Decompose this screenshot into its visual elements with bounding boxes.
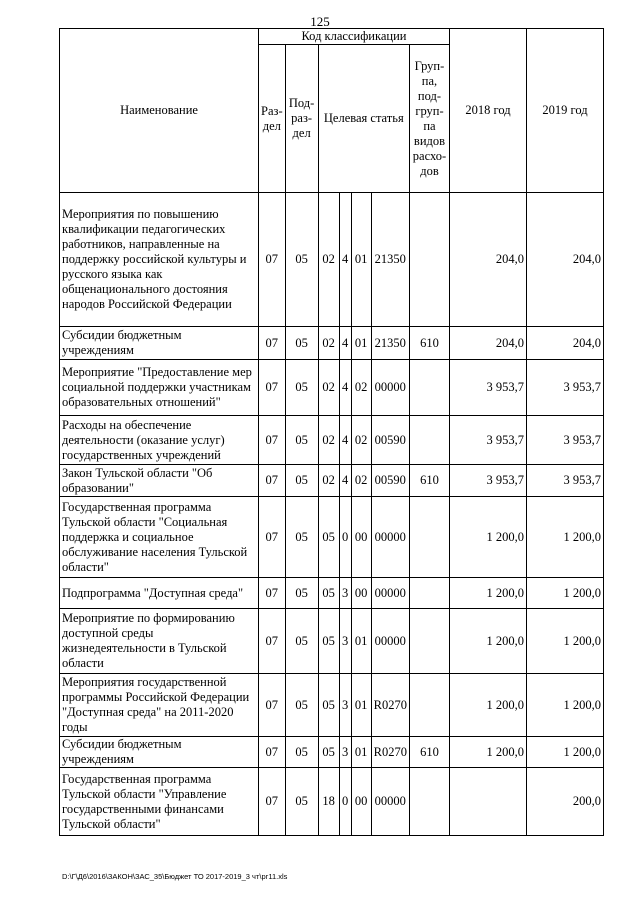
row-target-direction: 00000 — [371, 609, 409, 674]
file-path-footer: D:\Г\Д6\2016\ЗАКОН\ЗАС_35\Бюджет ТО 2017-2019_3 чт\рг11.xls — [62, 872, 288, 881]
row-target-direction: 00000 — [371, 578, 409, 609]
row-target-program: 02 — [318, 193, 339, 327]
row-value-2019: 3 953,7 — [526, 416, 603, 465]
row-expense-group: 610 — [409, 327, 449, 360]
row-section: 07 — [259, 327, 286, 360]
row-target-program: 02 — [318, 416, 339, 465]
table-row — [60, 609, 604, 674]
header-2019: 2019 год — [526, 29, 603, 193]
row-value-2019: 204,0 — [526, 327, 603, 360]
row-value-2019: 1 200,0 — [526, 609, 603, 674]
row-name: Расходы на обеспечение деятельности (оказание услуг) государственных учреждений — [60, 416, 259, 465]
row-section: 07 — [259, 768, 286, 836]
row-value-2019: 1 200,0 — [526, 674, 603, 737]
row-value-2018: 3 953,7 — [449, 465, 526, 497]
row-value-2018: 1 200,0 — [449, 674, 526, 737]
row-target-program: 05 — [318, 497, 339, 578]
table-row — [60, 497, 604, 578]
row-name: Закон Тульской области "Об образовании" — [60, 465, 259, 497]
row-section: 07 — [259, 674, 286, 737]
row-section: 07 — [259, 193, 286, 327]
row-value-2019: 1 200,0 — [526, 497, 603, 578]
table-row — [60, 327, 604, 360]
row-expense-group — [409, 578, 449, 609]
row-target-event: 00 — [351, 578, 371, 609]
row-target-subprogram: 0 — [339, 768, 351, 836]
row-target-direction: 21350 — [371, 327, 409, 360]
budget-table — [59, 28, 604, 836]
row-target-direction: 00590 — [371, 465, 409, 497]
row-subsection: 05 — [285, 193, 318, 327]
row-target-subprogram: 3 — [339, 609, 351, 674]
row-value-2018: 1 200,0 — [449, 578, 526, 609]
row-target-direction: 00000 — [371, 360, 409, 416]
row-subsection: 05 — [285, 327, 318, 360]
row-target-program: 18 — [318, 768, 339, 836]
row-value-2018: 3 953,7 — [449, 360, 526, 416]
row-target-subprogram: 4 — [339, 416, 351, 465]
row-expense-group — [409, 416, 449, 465]
row-value-2018: 204,0 — [449, 193, 526, 327]
table-row — [60, 360, 604, 416]
row-target-subprogram: 3 — [339, 674, 351, 737]
row-value-2019: 200,0 — [526, 768, 603, 836]
row-name: Мероприятия по повышению квалификации педагогических работников, направленные на поддержку российской культуры и русского языка как общенационального достояния народов Российской Федерации — [60, 193, 259, 327]
row-value-2018 — [449, 768, 526, 836]
row-target-event: 01 — [351, 193, 371, 327]
row-target-direction: 00000 — [371, 497, 409, 578]
row-target-program: 02 — [318, 360, 339, 416]
row-value-2018: 3 953,7 — [449, 416, 526, 465]
row-target-event: 01 — [351, 327, 371, 360]
row-target-event: 01 — [351, 609, 371, 674]
row-value-2018: 1 200,0 — [449, 497, 526, 578]
row-name: Субсидии бюджетным учреждениям — [60, 737, 259, 768]
row-target-subprogram: 4 — [339, 465, 351, 497]
row-target-direction: R0270 — [371, 674, 409, 737]
row-target-program: 05 — [318, 578, 339, 609]
row-target-direction: R0270 — [371, 737, 409, 768]
table-row — [60, 193, 604, 327]
row-expense-group: 610 — [409, 737, 449, 768]
header-2018: 2018 год — [449, 29, 526, 193]
row-target-event: 02 — [351, 465, 371, 497]
row-section: 07 — [259, 737, 286, 768]
table-row — [60, 465, 604, 497]
row-target-subprogram: 4 — [339, 193, 351, 327]
table-row — [60, 674, 604, 737]
row-target-direction: 21350 — [371, 193, 409, 327]
row-target-event: 02 — [351, 360, 371, 416]
row-value-2018: 1 200,0 — [449, 737, 526, 768]
row-target-subprogram: 3 — [339, 578, 351, 609]
row-target-program: 05 — [318, 737, 339, 768]
header-section: Раз- дел — [259, 45, 286, 193]
table-row — [60, 578, 604, 609]
row-name: Подпрограмма "Доступная среда" — [60, 578, 259, 609]
row-expense-group — [409, 768, 449, 836]
row-target-subprogram: 0 — [339, 497, 351, 578]
header-name: Наименование — [60, 29, 259, 193]
header-subsection: Под- раз- дел — [285, 45, 318, 193]
row-target-program: 02 — [318, 465, 339, 497]
row-section: 07 — [259, 465, 286, 497]
row-target-subprogram: 3 — [339, 737, 351, 768]
row-value-2018: 1 200,0 — [449, 609, 526, 674]
row-subsection: 05 — [285, 360, 318, 416]
row-value-2019: 1 200,0 — [526, 578, 603, 609]
row-value-2018: 204,0 — [449, 327, 526, 360]
row-target-subprogram: 4 — [339, 360, 351, 416]
row-name: Мероприятие по формированию доступной среды жизнедеятельности в Тульской области — [60, 609, 259, 674]
row-target-event: 00 — [351, 497, 371, 578]
row-subsection: 05 — [285, 609, 318, 674]
table-row — [60, 768, 604, 836]
row-target-program: 05 — [318, 674, 339, 737]
row-name: Государственная программа Тульской области "Управление государственными финансами Тульской области" — [60, 768, 259, 836]
row-expense-group — [409, 360, 449, 416]
row-expense-group — [409, 609, 449, 674]
table-row — [60, 416, 604, 465]
row-target-direction: 00000 — [371, 768, 409, 836]
row-target-event: 01 — [351, 737, 371, 768]
row-subsection: 05 — [285, 465, 318, 497]
row-subsection: 05 — [285, 578, 318, 609]
row-subsection: 05 — [285, 497, 318, 578]
row-subsection: 05 — [285, 416, 318, 465]
row-section: 07 — [259, 416, 286, 465]
row-target-direction: 00590 — [371, 416, 409, 465]
row-section: 07 — [259, 609, 286, 674]
row-target-event: 01 — [351, 674, 371, 737]
row-section: 07 — [259, 497, 286, 578]
header-target-article: Целевая статья — [318, 45, 409, 193]
row-value-2019: 1 200,0 — [526, 737, 603, 768]
row-subsection: 05 — [285, 737, 318, 768]
row-target-event: 02 — [351, 416, 371, 465]
row-name: Субсидии бюджетным учреждениям — [60, 327, 259, 360]
row-section: 07 — [259, 360, 286, 416]
row-section: 07 — [259, 578, 286, 609]
row-expense-group — [409, 497, 449, 578]
row-expense-group: 610 — [409, 465, 449, 497]
row-target-subprogram: 4 — [339, 327, 351, 360]
row-name: Мероприятие "Предоставление мер социальной поддержки участникам образовательных отношений" — [60, 360, 259, 416]
row-subsection: 05 — [285, 768, 318, 836]
row-target-program: 05 — [318, 609, 339, 674]
row-value-2019: 3 953,7 — [526, 360, 603, 416]
row-name: Мероприятия государственной программы Российской Федерации "Доступная среда" на 2011-2020 годы — [60, 674, 259, 737]
row-subsection: 05 — [285, 674, 318, 737]
row-value-2019: 204,0 — [526, 193, 603, 327]
row-target-event: 00 — [351, 768, 371, 836]
table-row — [60, 737, 604, 768]
header-code-classification: Код классификации — [259, 29, 450, 45]
header-expense-group: Груп- па, под- груп- па видов расхо- дов — [409, 45, 449, 193]
row-value-2019: 3 953,7 — [526, 465, 603, 497]
row-expense-group — [409, 193, 449, 327]
row-target-program: 02 — [318, 327, 339, 360]
row-name: Государственная программа Тульской области "Социальная поддержка и социальное обслуживание населения Тульской области" — [60, 497, 259, 578]
row-expense-group — [409, 674, 449, 737]
page-number: 125 — [310, 14, 330, 29]
